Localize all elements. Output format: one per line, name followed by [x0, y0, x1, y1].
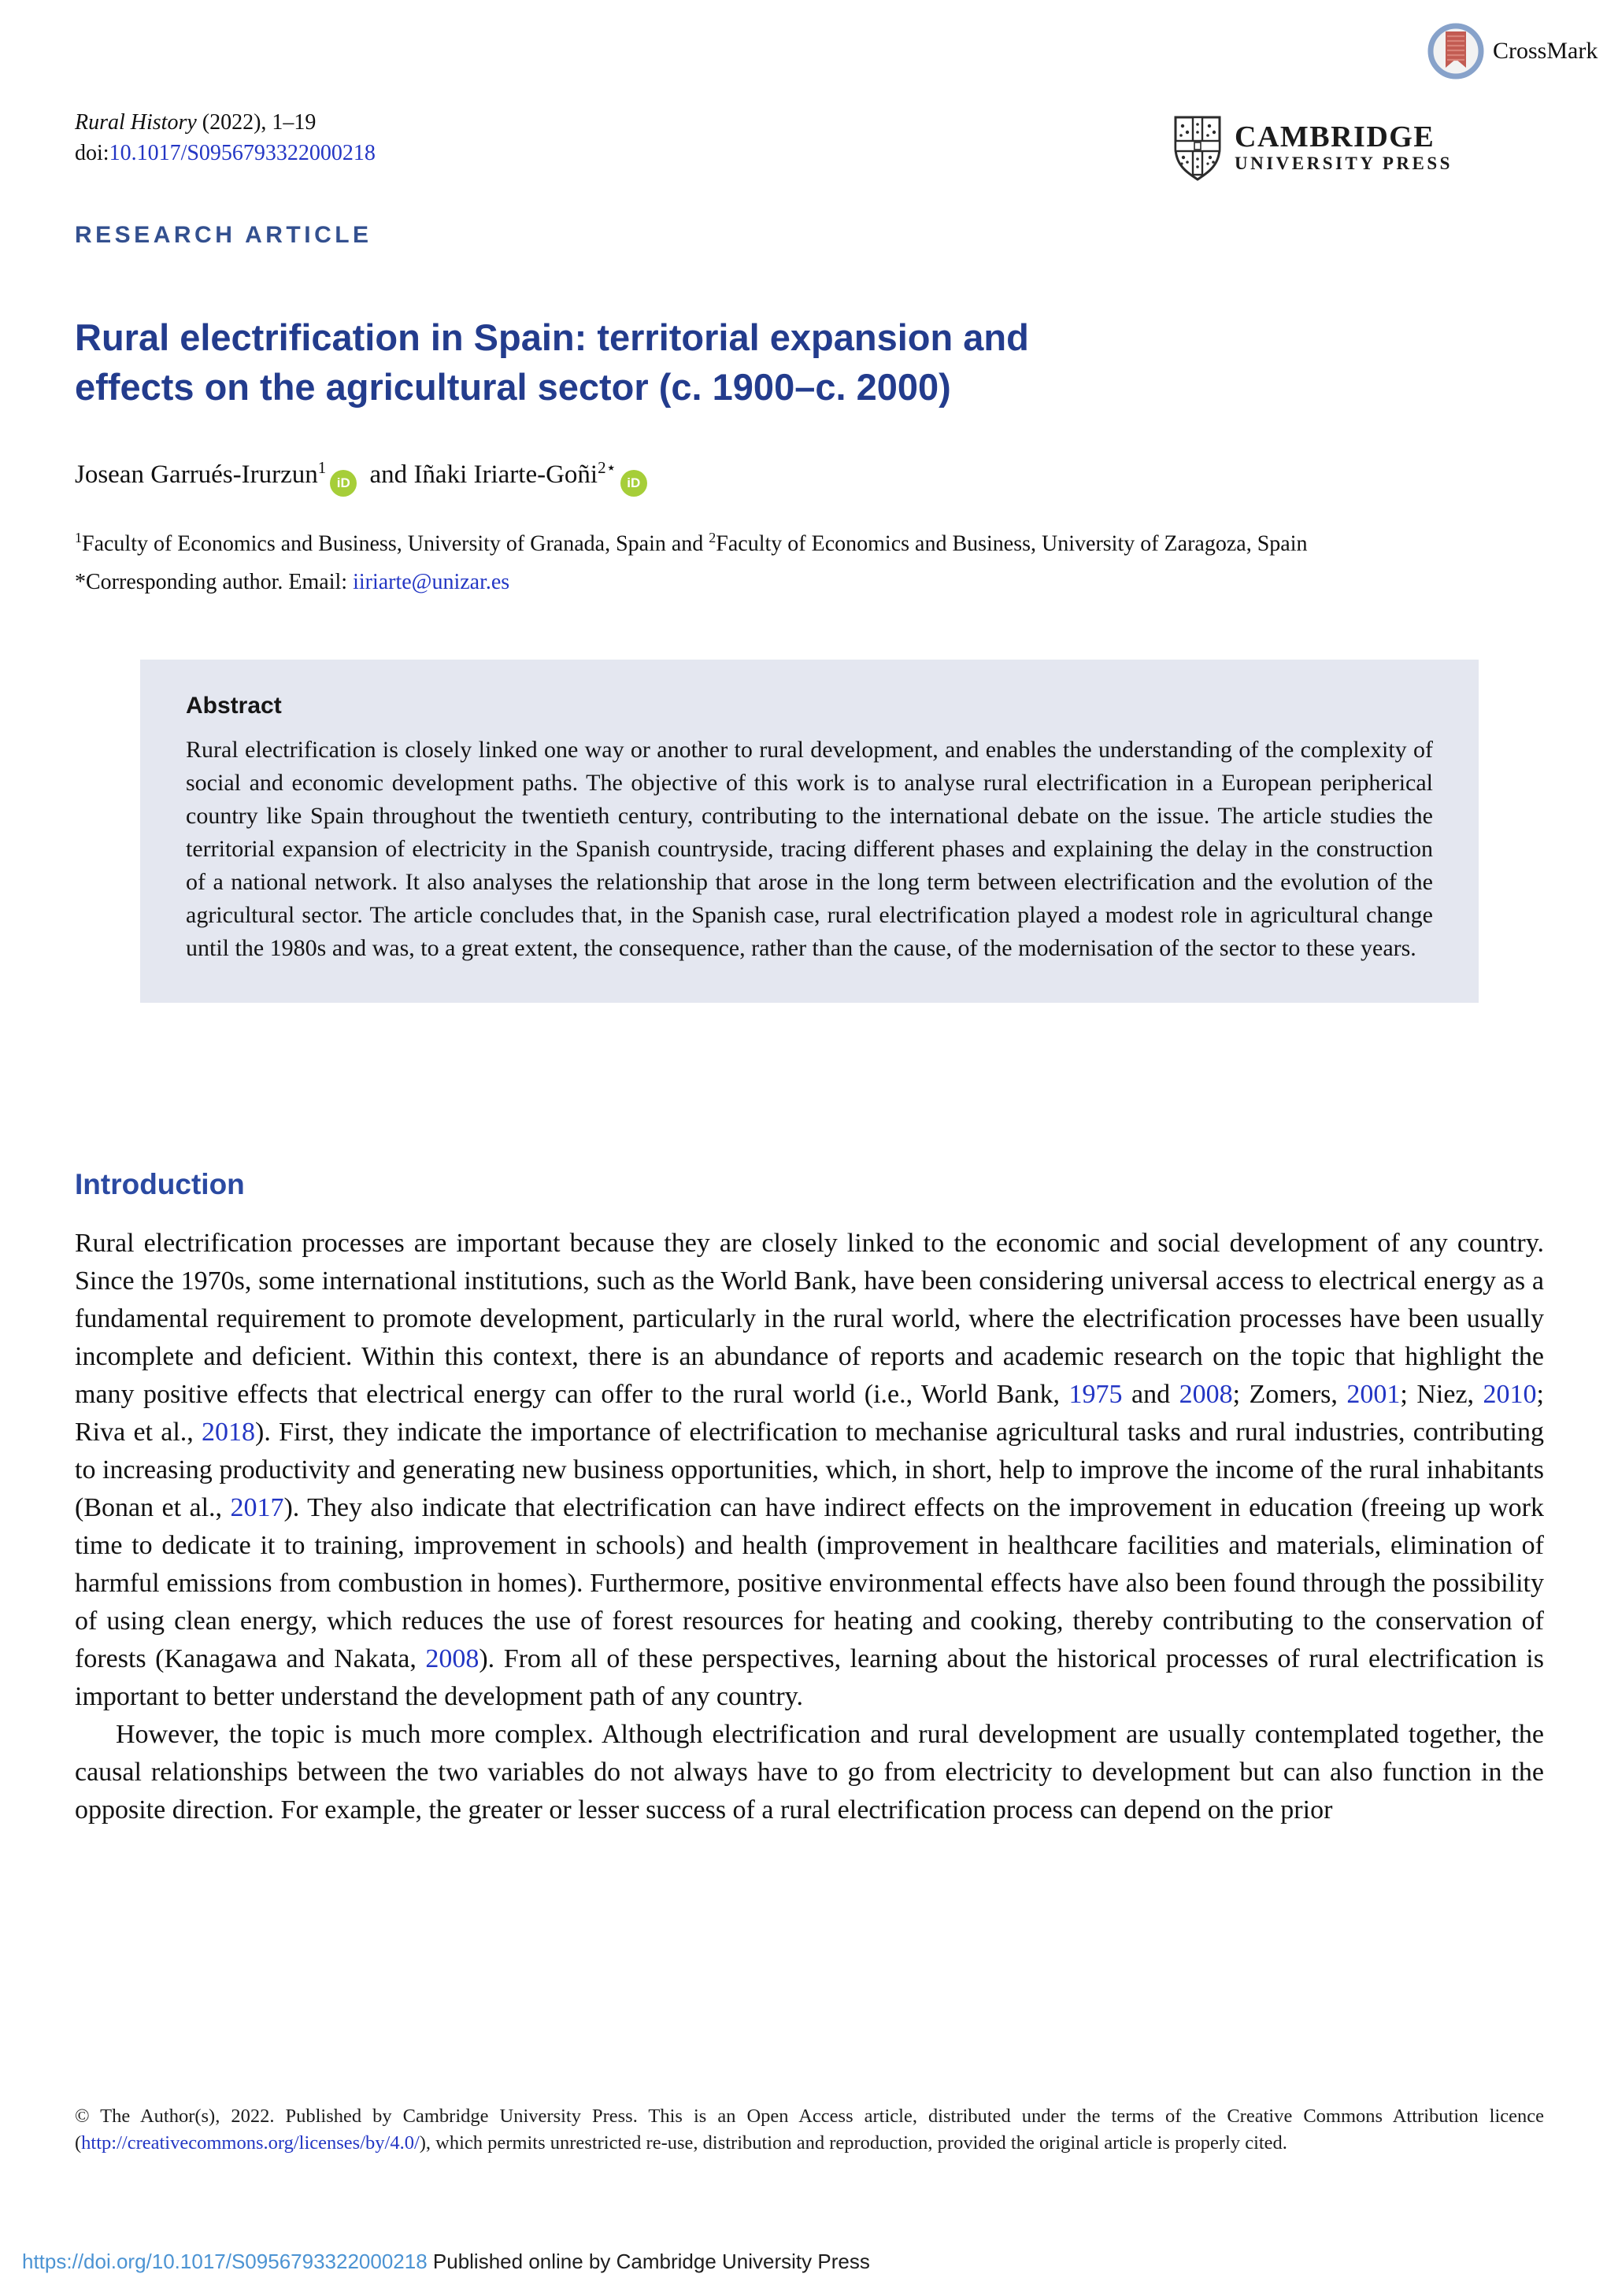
crossmark-badge[interactable]: [1427, 20, 1598, 82]
bottom-doi-link[interactable]: https://doi.org/10.1017/S0956793322000218: [22, 2250, 428, 2273]
corresponding-author-line: [75, 567, 1500, 597]
page-title: [75, 312, 1531, 412]
affiliation-2-text: Faculty of Economics and Business, University of Zaragoza, Spain: [716, 531, 1308, 556]
journal-citation-line: [75, 107, 376, 138]
crossmark-icon: [1427, 20, 1485, 82]
bottom-publish-note: Published online by Cambridge University Press: [427, 2250, 870, 2273]
cambridge-shield-icon: [1173, 115, 1222, 183]
abstract-heading: Abstract: [186, 693, 282, 719]
inline-link[interactable]: 2008: [425, 1644, 479, 1673]
affiliation-2-superscript: 2: [709, 530, 716, 545]
crossmark-label: CrossMark: [1493, 38, 1598, 64]
abstract-text: Rural electrification is closely linked one way or another to rural development, and enables the understanding of the complexity of social and economic development paths. The objective of this work is to analyse rural electrification in a European peripherical country like Spain throughout the twentieth century, contributing to the international debate on the issue. The article studies the territorial expansion of electricity in the Spanish countryside, tracing different phases and explaining the delay in the construction of a national network. It also analyses the relationship that arose in the long term between electrification and the evolution of the agricultural sector. The article concludes that, in the Spanish case, rural electrification played a modest role in agricultural change until the 1980s and was, to a great extent, the consequence, rather than the cause, of the modernisation of the sector to these years.: [186, 737, 1433, 961]
publisher-logo: [1173, 115, 1453, 183]
doi-line[interactable]: [75, 138, 376, 168]
title-line-2: effects on the agricultural sector (c. 1900–c. 2000): [75, 366, 951, 409]
text-segment: © The Author(s), 2022. Published by Cambridge University Press. This is an Open Access article, distributed under the terms of the Creative Commons Attribution licence (: [75, 2106, 1544, 2154]
inline-link[interactable]: iiriarte@unizar.es: [353, 570, 510, 595]
affiliation-1-superscript: 1: [75, 530, 82, 545]
text-segment: doi:: [75, 141, 109, 165]
affiliations-block: [75, 523, 1500, 597]
inline-link[interactable]: 10.1017/S0956793322000218: [109, 141, 376, 165]
text-segment: (2022), 1–19: [196, 110, 317, 135]
orcid-icon[interactable]: iD: [620, 470, 647, 497]
text-segment: ), which permits unrestricted re-use, distribution and reproduction, provided the original article is properly cited.: [419, 2132, 1287, 2154]
orcid-icon[interactable]: iD: [330, 470, 357, 497]
introduction-paragraph-1: [75, 1225, 1544, 1716]
section-label: RESEARCH ARTICLE: [75, 222, 372, 248]
text-segment: and: [1122, 1380, 1179, 1409]
text-segment: ). From all of these perspectives, learning about the historical processes of rural electrification is important to better understand the development path of any country.: [75, 1644, 1544, 1711]
affiliation-1-text: Faculty of Economics and Business, University of Granada, Spain and: [82, 531, 709, 556]
author-1-superscript: 1: [317, 458, 327, 477]
text-segment: *Corresponding author. Email:: [75, 570, 354, 595]
bottom-doi-bar: [22, 2250, 870, 2274]
introduction-heading: Introduction: [75, 1168, 245, 1200]
text-segment: However, the topic is much more complex. Although electrification and rural development are usually contemplated together, the causal relationships between the two variables do not always have to go from electricity to development but can also function in the opposite direction. For example, the greater or lesser success of a rural electrification process can depend on the prior: [75, 1720, 1544, 1825]
publisher-name: CAMBRIDGE: [1235, 120, 1435, 153]
inline-link[interactable]: 2018: [202, 1418, 256, 1447]
text-segment: ). They also indicate that electrification can have indirect effects on the improvement in education (freeing up work time to dedicate it to training, improvement in schools) and health (improvement in healthcare facilities and materials, elimination of harmful emissions from combustion in homes). Furthermore, positive environmental effects have also been found through the possibility of using clean energy, which reduces the use of forest resources for heating and cooking, thereby contributing to the conservation of forests (Kanagawa and Nakata,: [75, 1493, 1544, 1673]
title-line-1: Rural electrification in Spain: territorial expansion and: [75, 316, 1029, 359]
author-1-name: Josean Garrués-Irurzun: [75, 460, 318, 489]
author-2-name: Iñaki Iriarte-Goñi: [413, 460, 598, 489]
article-body: [75, 1168, 1544, 1829]
inline-link[interactable]: 2001: [1346, 1380, 1401, 1409]
introduction-paragraph-2: [75, 1716, 1544, 1829]
author-2-superscript: 2⋆: [598, 458, 616, 477]
affiliations-line: [75, 523, 1500, 559]
inline-link[interactable]: 1975: [1068, 1380, 1123, 1409]
text-segment: Rural electrification processes are important because they are closely linked to the economic and social development of any country. Since the 1970s, some international institutions, such as the World Bank, have been considering universal access to electrical energy as a fundamental requirement to promote development, particularly in the rural world, where the electrification processes have been usually incomplete and deficient. Within this context, there is an abundance of reports and academic research on the topic that highlight the many positive effects that electrical energy can offer to the rural world (i.e., World Bank,: [75, 1229, 1544, 1409]
text-segment: ; Riva et al.,: [75, 1380, 1544, 1447]
text-segment: ; Zomers,: [1232, 1380, 1347, 1409]
text-segment: Rural History: [75, 110, 197, 135]
inline-link[interactable]: 2008: [1179, 1380, 1233, 1409]
publisher-subname: UNIVERSITY PRESS: [1235, 153, 1453, 173]
inline-link[interactable]: 2010: [1483, 1380, 1537, 1409]
inline-link[interactable]: 2017: [230, 1493, 284, 1522]
abstract-box: [140, 660, 1479, 1003]
copyright-footnote: [75, 2103, 1544, 2157]
text-segment: ). First, they indicate the importance of electrification to mechanise agricultural tasks and rural industries, contributing to increasing productivity and generating new business opportunities, which, in short, help to improve the income of the rural inhabitants (Bonan et al.,: [75, 1418, 1545, 1522]
authors-connector: and: [363, 460, 414, 489]
authors-line: [75, 458, 653, 497]
inline-link[interactable]: http://creativecommons.org/licenses/by/4.0/: [81, 2132, 420, 2154]
journal-header: [75, 107, 376, 168]
text-segment: ; Niez,: [1400, 1380, 1483, 1409]
publisher-name-block: [1235, 115, 1453, 175]
